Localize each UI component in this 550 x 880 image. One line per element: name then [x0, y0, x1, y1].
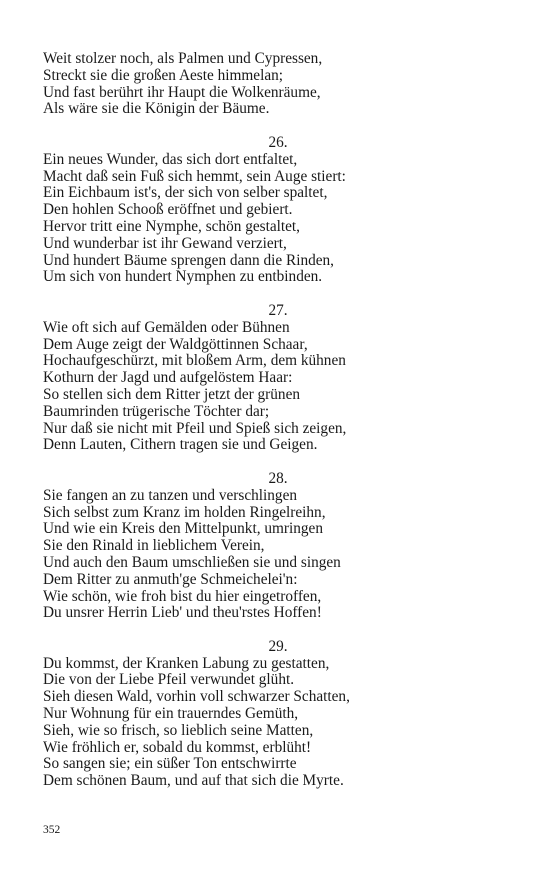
verse-line: Wie oft sich auf Gemälden oder Bühnen — [43, 318, 290, 336]
stanza-number: 26. — [268, 133, 288, 151]
stanza-number: 29. — [268, 637, 288, 655]
verse-line: Hochaufgeschürzt, mit bloßem Arm, dem kühnen — [43, 352, 346, 370]
stanza-number: 27. — [268, 301, 288, 319]
verse-line: Weit stolzer noch, als Palmen und Cypressen, — [43, 50, 323, 67]
verse-line: Hervor tritt eine Nymphe, schön gestaltet, — [43, 217, 300, 235]
verse-line: Als wäre sie die Königin der Bäume. — [43, 100, 270, 118]
intro-stanza — [43, 51, 513, 118]
verse-line: Sieh, wie so frisch, so lieblich seine Matten, — [43, 721, 314, 739]
verse-line: Und wunderbar ist ihr Gewand verziert, — [43, 234, 287, 252]
verse-line: Den hohlen Schooß eröffnet und gebiert. — [43, 201, 293, 219]
verse-line: Wie schön, wie froh bist du hier eingetroffen, — [43, 587, 322, 605]
verse-line: Du unsrer Herrin Lieb' und theu'rstes Hoffen! — [43, 604, 322, 622]
verse-line: Du kommst, der Kranken Labung zu gestatten, — [43, 654, 330, 672]
verse-line: Macht daß sein Fuß sich hemmt, sein Auge stiert: — [43, 167, 346, 185]
verse-line: Nur Wohnung für ein trauerndes Gemüth, — [43, 705, 299, 723]
stanza-number: 28. — [268, 469, 288, 487]
verse-line: Baumrinden trügerische Töchter dar; — [43, 402, 270, 420]
stanza-27 — [43, 303, 513, 454]
stanza-26 — [43, 135, 513, 286]
verse-line: Um sich von hundert Nymphen zu entbinden. — [43, 268, 323, 286]
stanza-28 — [43, 471, 513, 622]
verse-line: Ein neues Wunder, das sich dort entfaltet, — [43, 150, 298, 168]
verse-line: Streckt sie die großen Aeste himmelan; — [43, 66, 284, 84]
verse-line: Ein Eichbaum ist's, der sich von selber spaltet, — [43, 184, 328, 202]
verse-line: Die von der Liebe Pfeil verwundet glüht. — [43, 671, 295, 689]
verse-line: Sie fangen an zu tanzen und verschlingen — [43, 486, 298, 504]
verse-line: Wie fröhlich er, sobald du kommst, erblüht! — [43, 738, 312, 756]
verse-line: Sich selbst zum Kranz im holden Ringelreihn, — [43, 503, 326, 521]
verse-line: Kothurn der Jagd und aufgelöstem Haar: — [43, 369, 293, 387]
verse-line: Und fast berührt ihr Haupt die Wolkenräume, — [43, 83, 321, 101]
verse-line: Und auch den Baum umschließen sie und singen — [43, 553, 341, 571]
verse-line: So stellen sich dem Ritter jetzt der grünen — [43, 385, 301, 403]
verse-line: Und hundert Bäume sprengen dann die Rinden, — [43, 251, 334, 269]
verse-line: Dem Auge zeigt der Waldgöttinnen Schaar, — [43, 335, 308, 353]
verse-line: Und wie ein Kreis den Mittelpunkt, umringen — [43, 520, 323, 538]
verse-line: Dem Ritter zu anmuth'ge Schmeichelei'n: — [43, 570, 298, 588]
verse-line: Denn Lauten, Cithern tragen sie und Geigen. — [43, 436, 318, 454]
poem-text — [43, 51, 513, 790]
stanza-29 — [43, 639, 513, 790]
page-number: 352 — [43, 824, 61, 836]
verse-line: So sangen sie; ein süßer Ton entschwirrte — [43, 755, 297, 773]
verse-line: Sie den Rinald in lieblichem Verein, — [43, 537, 265, 555]
verse-line: Nur daß sie nicht mit Pfeil und Spieß sich zeigen, — [43, 419, 347, 437]
verse-line: Sieh diesen Wald, vorhin voll schwarzer Schatten, — [43, 688, 350, 706]
verse-line: Dem schönen Baum, und auf that sich die Myrte. — [43, 772, 344, 790]
